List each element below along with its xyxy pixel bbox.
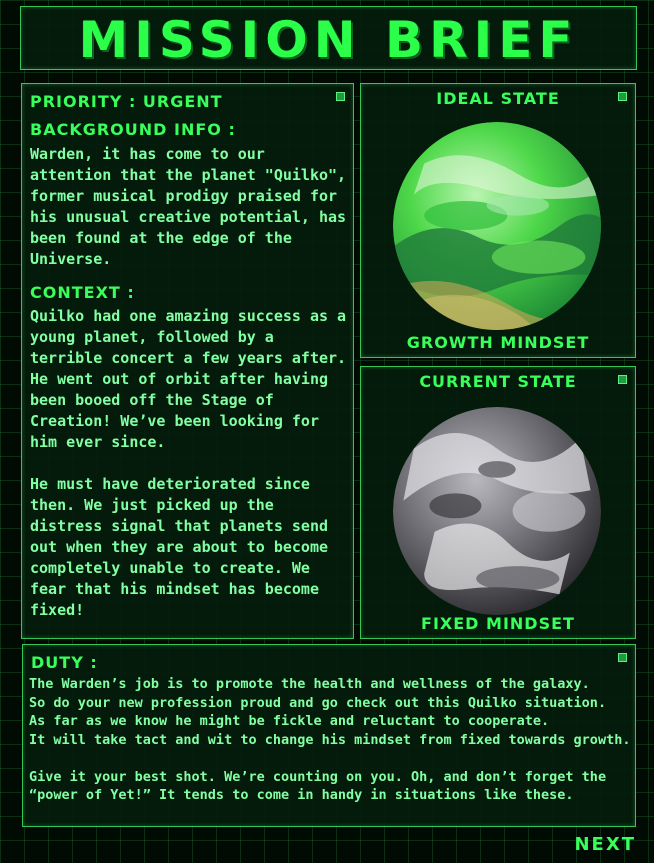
growth-mindset-label: GROWTH MINDSET [406,333,590,352]
context-text: Quilko had one amazing success as a young planet, followed by a terrible concert a few years after. He went out of orbit after having been booed off the Stage of Creation! We’ve been looking for him ever since. He must have deteriorated since then. We just picked up the distress signal that planets send out when they are about to become completely unable to create. We fear that his mindset has become fixed! [30,307,347,619]
next-button[interactable]: NEXT [574,834,636,855]
green-planet-icon [393,122,601,330]
duty-panel [22,644,636,827]
gray-planet-icon [393,407,601,615]
ideal-state-panel [360,83,636,358]
brief-panel [21,83,354,639]
priority-label: PRIORITY : URGENT [30,92,223,111]
duty-text: The Warden’s job is to promote the health and wellness of the galaxy. So do your new profession proud and go check out this Quilko situation. As far as we know he might be fickle and reluctant to cooperate. It will take tact and wit to change his mindset from fixed towards growth. Give it your best shot. We’re counting on you. Oh, and don’t forget the “power of Yet!” It tends to come in handy in situations like these. [29,676,631,803]
panel-corner-icon [336,92,345,101]
page-title: MISSION BRIEF [78,11,579,69]
ideal-state-title: IDEAL STATE [436,89,560,108]
title-panel [20,6,637,70]
context-heading: CONTEXT : [30,283,135,302]
duty-heading: DUTY : [31,653,98,672]
background-heading: BACKGROUND INFO : [30,120,236,139]
panel-corner-icon [618,653,627,662]
fixed-mindset-label: FIXED MINDSET [421,614,575,633]
background-text: Warden, it has come to our attention that the planet "Quilko", former musical prodigy praised for his unusual creative potential, has been found at the edge of the Universe. [30,145,347,268]
current-state-title: CURRENT STATE [419,372,577,391]
current-state-panel [360,366,636,639]
